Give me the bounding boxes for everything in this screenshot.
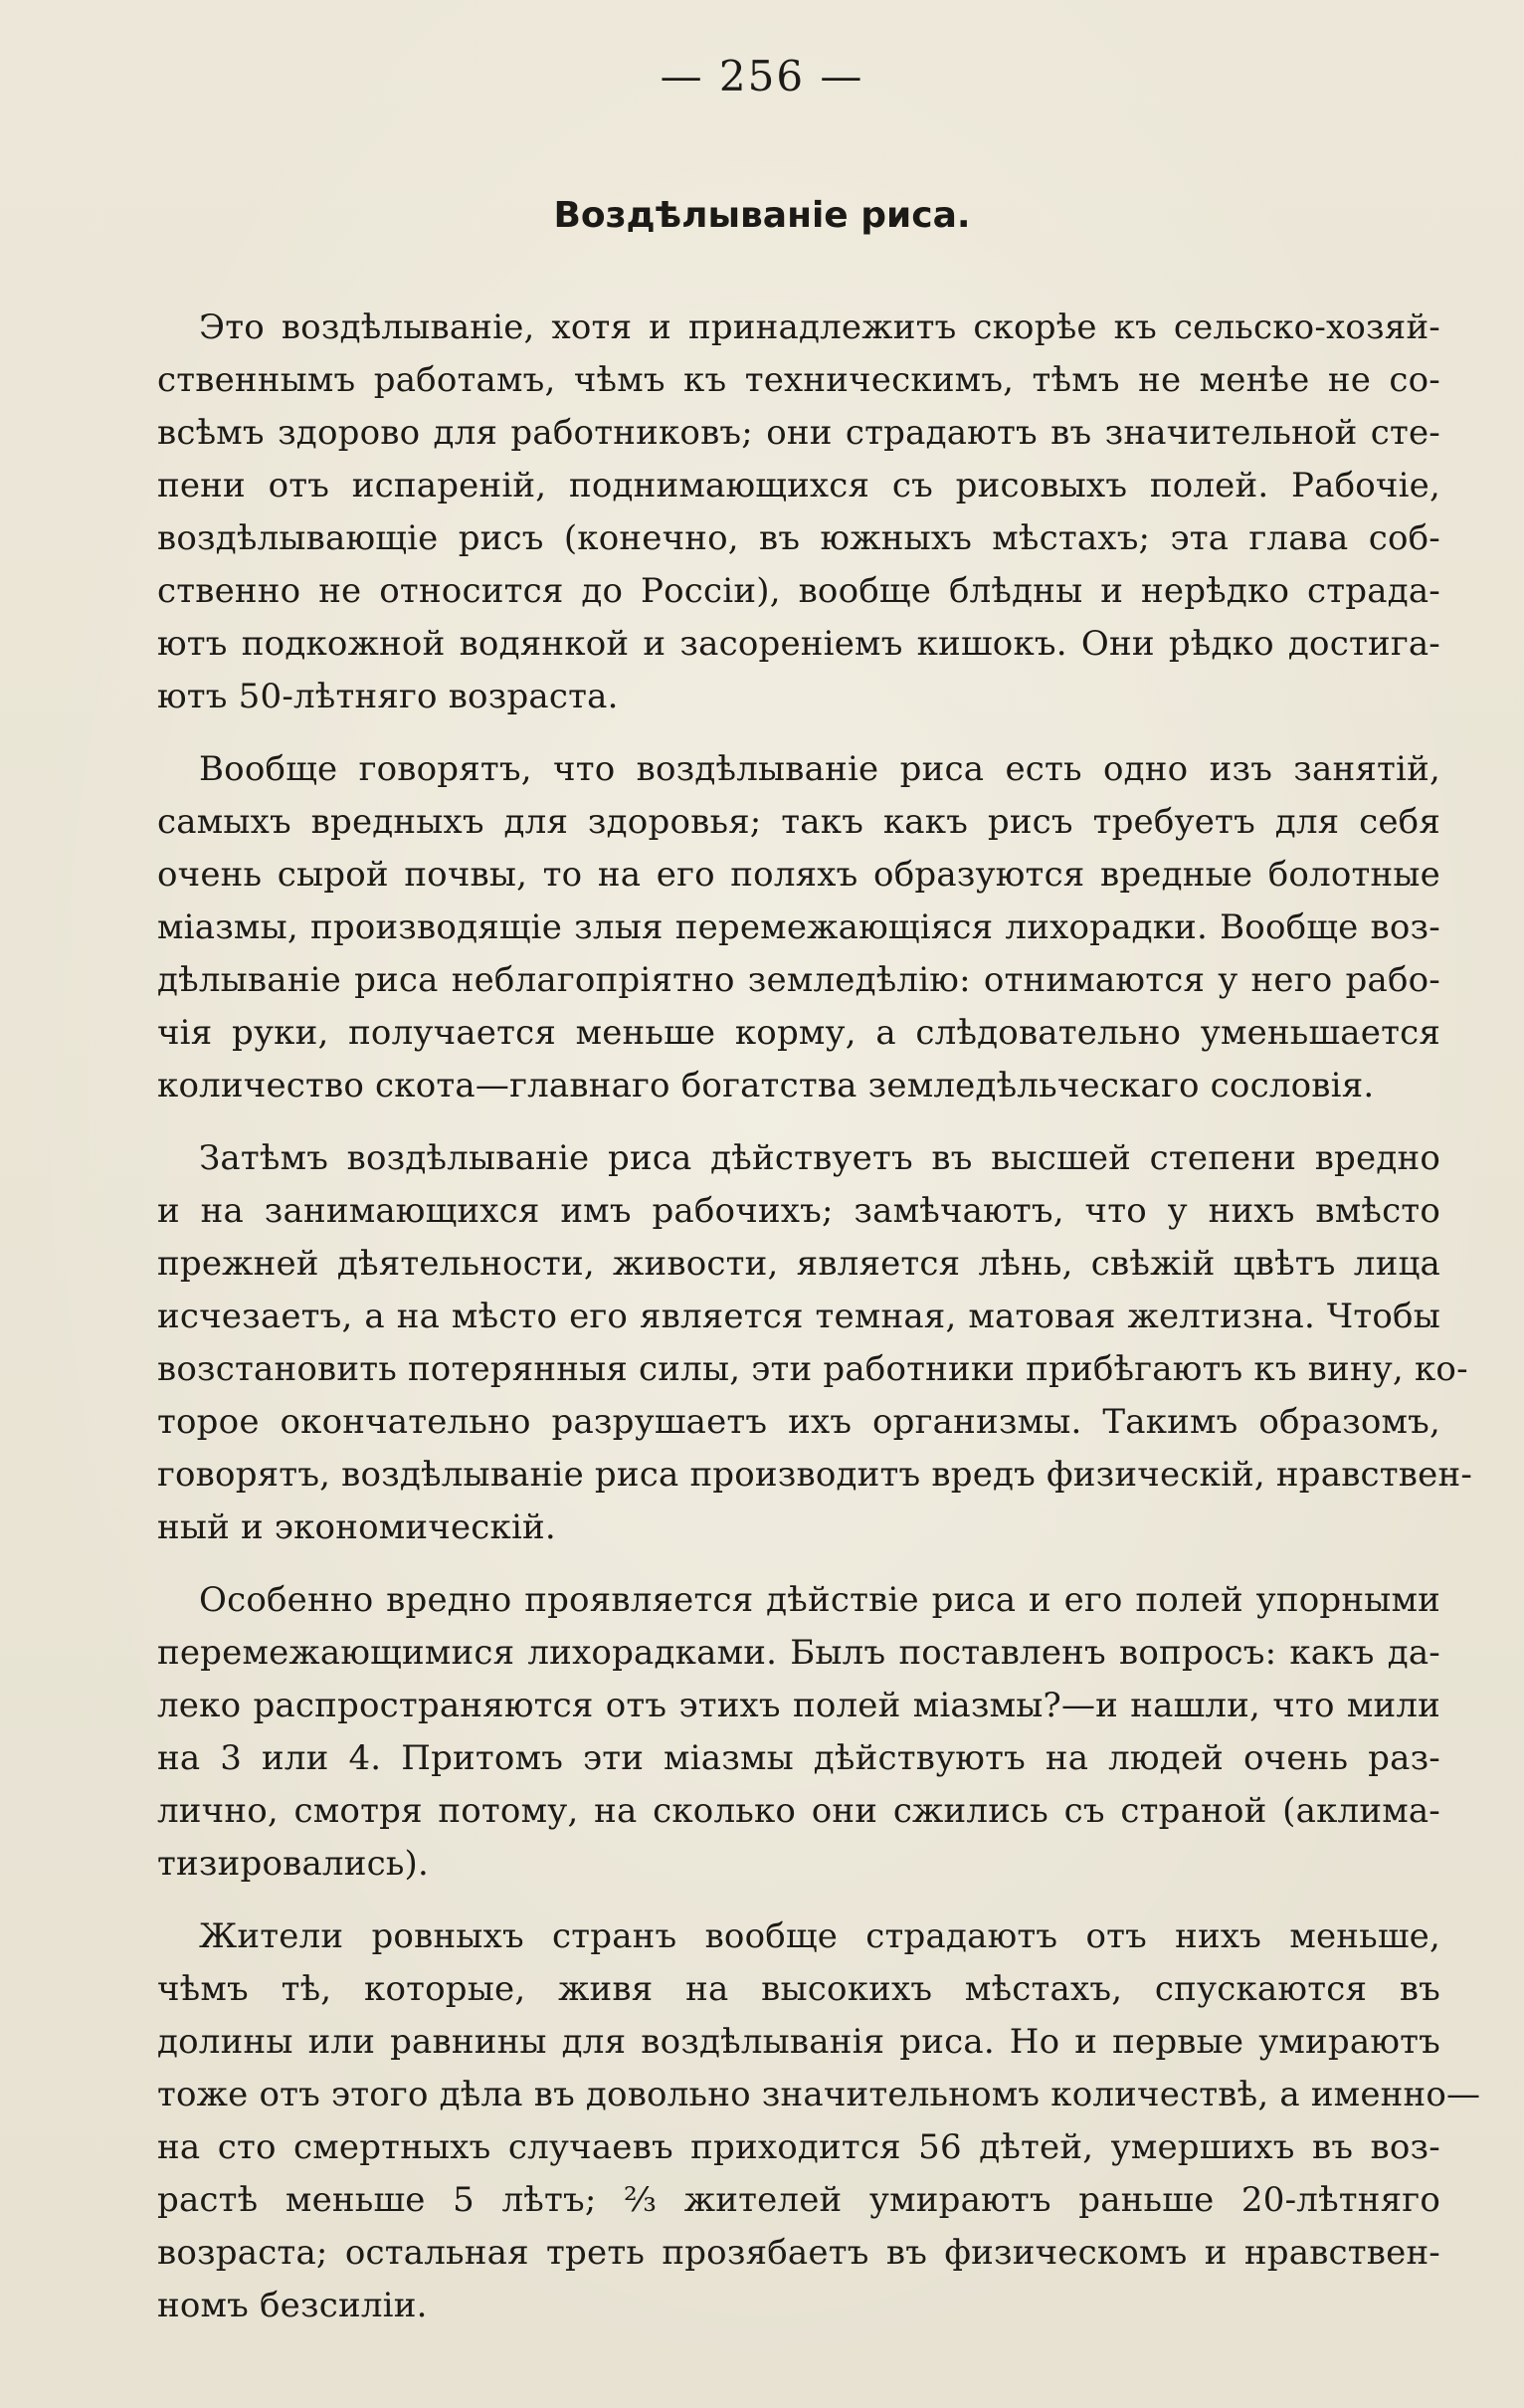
text-line: возстановить потерянныя силы, эти работники прибѣгаютъ къ вину, ко-: [157, 1349, 1468, 1389]
text-line: Жители ровныхъ странъ вообще страдаютъ отъ нихъ меньше,: [199, 1916, 1440, 1956]
text-line: номъ безсиліи.: [157, 2286, 428, 2325]
text-line: исчезаетъ, а на мѣсто его является темная, матовая желтизна. Чтобы: [157, 1297, 1440, 1336]
text-line: Это воздѣлываніе, хотя и принадлежитъ скорѣе къ сельско-хозяй-: [199, 307, 1440, 347]
text-line: Особенно вредно проявляется дѣйствіе риса и его полей упорными: [199, 1580, 1440, 1620]
text-line: воздѣлывающіе рисъ (конечно, въ южныхъ мѣстахъ; эта глава соб-: [157, 518, 1440, 558]
paragraph: [157, 1574, 1440, 1891]
show-through-decoration: [0, 159, 1524, 199]
text-line: Вообще говорятъ, что воздѣлываніе риса есть одно изъ занятій,: [199, 749, 1440, 789]
text-line: леко распространяются отъ этихъ полей міазмы?—и нашли, что мили: [157, 1686, 1440, 1725]
text-line: и на занимающихся имъ рабочихъ; замѣчаютъ, что у нихъ вмѣсто: [157, 1191, 1440, 1231]
text-line: лично, смотря потому, на сколько они сжились съ страной (аклима-: [157, 1791, 1440, 1831]
text-line: самыхъ вредныхъ для здоровья; такъ какъ рисъ требуетъ для себя: [157, 802, 1440, 842]
text-line: Затѣмъ воздѣлываніе риса дѣйствуетъ въ высшей степени вредно: [199, 1138, 1440, 1178]
text-line: долины или равнины для воздѣлыванія риса. Но и первые умираютъ: [157, 2022, 1440, 2062]
text-line: ютъ 50-лѣтняго возраста.: [157, 677, 619, 716]
page-number: — 256 —: [660, 52, 864, 100]
text-line: говорятъ, воздѣлываніе риса производитъ вредъ физическій, нравствен-: [157, 1455, 1473, 1495]
text-line: тоже отъ этого дѣла въ довольно значительномъ количествѣ, а именно—: [157, 2075, 1481, 2114]
paragraph: [157, 1132, 1473, 1554]
text-line: всѣмъ здорово для работниковъ; они страдаютъ въ значительной сте-: [157, 413, 1440, 453]
text-line: перемежающимися лихорадками. Былъ поставленъ вопросъ: какъ да-: [157, 1633, 1440, 1673]
text-line: ственнымъ работамъ, чѣмъ къ техническимъ, тѣмъ не менѣе не со-: [157, 360, 1440, 400]
text-line: на сто смертныхъ случаевъ приходится 56 дѣтей, умершихъ въ воз-: [157, 2127, 1440, 2167]
text-line: ный и экономическій.: [157, 1507, 556, 1547]
paragraph: [157, 743, 1440, 1112]
paragraph: [157, 301, 1440, 723]
text-line: торое окончательно разрушаетъ ихъ организмы. Такимъ образомъ,: [157, 1402, 1440, 1442]
text-line: чія руки, получается меньше корму, а слѣдовательно уменьшается: [157, 1013, 1440, 1053]
text-line: ютъ подкожной водянкой и засореніемъ кишокъ. Они рѣдко достига-: [157, 624, 1440, 664]
text-line: чѣмъ тѣ, которые, живя на высокихъ мѣстахъ, спускаются въ: [157, 1969, 1440, 2009]
text-line: на 3 или 4. Притомъ эти міазмы дѣйствуютъ на людей очень раз-: [157, 1738, 1440, 1778]
text-line: количество скота—главнаго богатства земледѣльческаго сословія.: [157, 1066, 1375, 1105]
text-line: тизировались).: [157, 1844, 430, 1884]
text-line: пени отъ испареній, поднимающихся съ рисовыхъ полей. Рабочіе,: [157, 466, 1440, 505]
body-text: [157, 301, 1481, 2352]
text-line: міазмы, производящіе злыя перемежающіяся лихорадки. Вообще воз-: [157, 907, 1440, 947]
text-line: прежней дѣятельности, живости, является лѣнь, свѣжій цвѣтъ лица: [157, 1244, 1440, 1284]
text-line: дѣлываніе риса неблагопріятно земледѣлію: отнимаются у него рабо-: [157, 960, 1440, 1000]
text-line: ственно не относится до Россіи), вообще блѣдны и нерѣдко страда-: [157, 571, 1440, 611]
text-line: очень сырой почвы, то на его поляхъ образуются вредные болотные: [157, 855, 1440, 895]
paragraph: [157, 1910, 1481, 2332]
text-line: возраста; остальная треть прозябаетъ въ физическомъ и нравствен-: [157, 2233, 1440, 2273]
text-line: растѣ меньше 5 лѣтъ; ⅔ жителей умираютъ раньше 20-лѣтняго: [157, 2180, 1440, 2220]
section-title: Воздѣлываніе риса.: [553, 195, 971, 236]
